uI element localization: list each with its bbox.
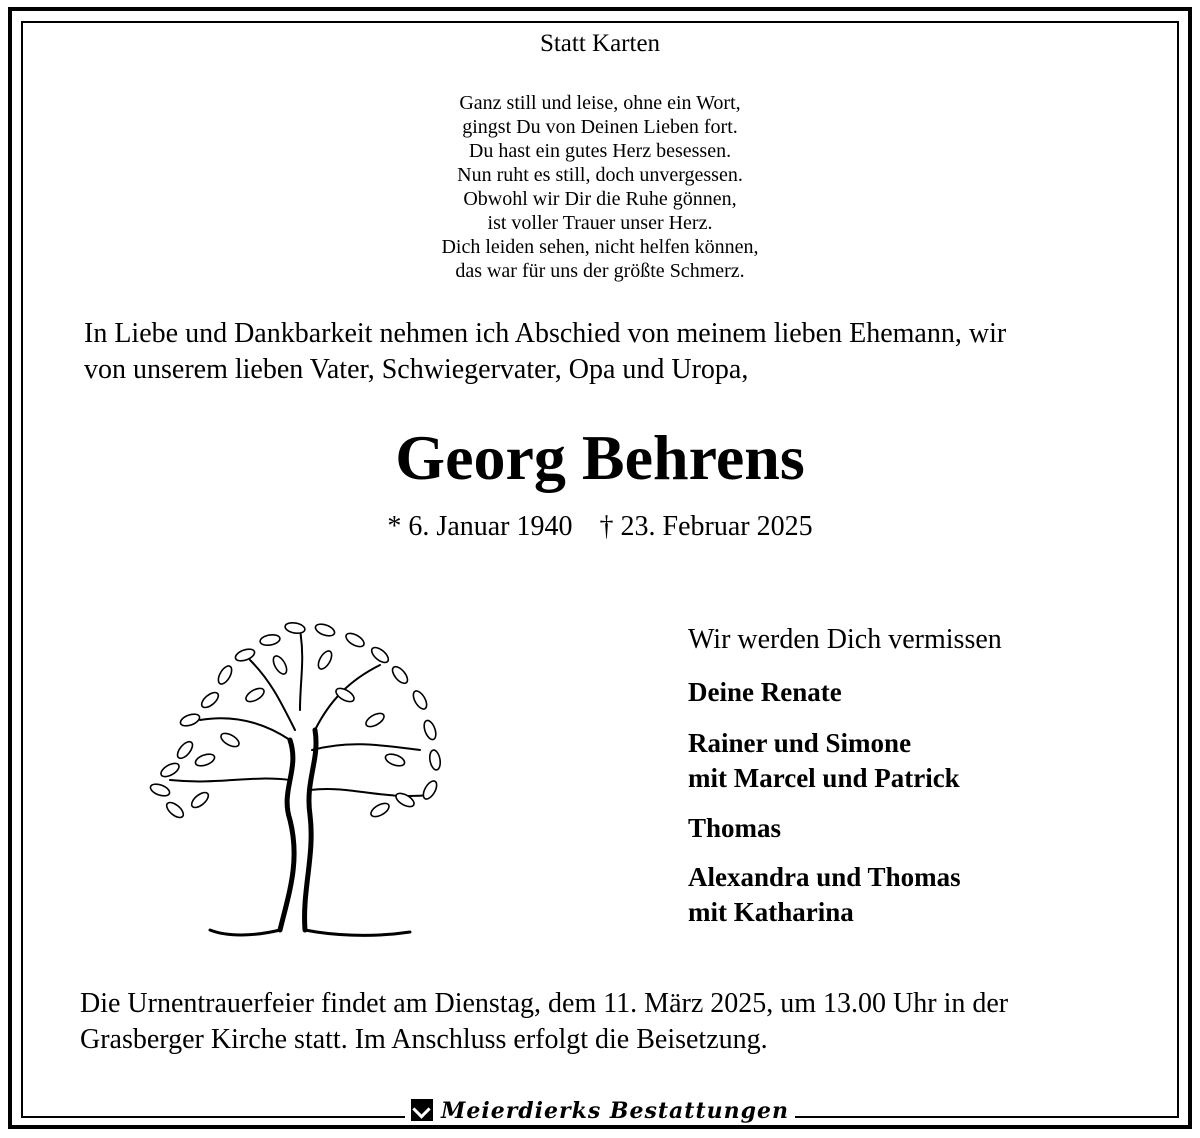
family-member: mit Marcel und Patrick [688,763,960,793]
funeral-home-logo [0,1097,1200,1127]
family-member: Thomas [688,813,782,843]
family-member: Deine Renate [688,677,842,707]
intro-text [84,316,1144,388]
family-group [688,726,960,796]
logo-text: Meierdierks Bestattungen [441,1098,789,1124]
intro-line: von unserem lieben Vater, Schwiegervater, Opa und Uropa, [84,354,749,385]
logo-mark-icon [411,1099,433,1121]
poem-line: ist voller Trauer unser Herz. [487,212,713,234]
family-member: Alexandra und Thomas [688,862,961,892]
tree-illustration [130,600,460,945]
header-statt-karten: Statt Karten [539,30,661,57]
birth-date: * 6. Januar 1940 [387,511,573,542]
family-member: mit Katharina [688,897,854,927]
poem-line: Ganz still und leise, ohne ein Wort, [459,92,741,114]
poem-line: Obwohl wir Dir die Ruhe gönnen, [463,188,737,210]
ceremony-line: Die Urnentrauerfeier findet am Dienstag, dem 11. März 2025, um 13.00 Uhr in der [80,988,1009,1019]
deceased-name: Georg Behrens [395,422,805,493]
death-date: † 23. Februar 2025 [599,511,813,542]
family-group [688,675,842,710]
family-group [688,860,961,930]
poem [0,91,1200,283]
poem-line: Du hast ein gutes Herz besessen. [468,140,732,162]
family-member: Rainer und Simone [688,728,912,758]
farewell-line: Wir werden Dich vermissen [688,624,1002,655]
poem-line: Nun ruht es still, doch unvergessen. [457,164,743,186]
life-dates [0,509,1200,545]
poem-line: Dich leiden sehen, nicht helfen können, [441,236,759,258]
ceremony-info [80,986,1160,1058]
ceremony-line: Grasberger Kirche statt. Im Anschluss erfolgt die Beisetzung. [80,1024,768,1055]
family-group [688,811,781,846]
poem-line: gingst Du von Deinen Lieben fort. [462,116,738,138]
poem-line: das war für uns der größte Schmerz. [455,260,745,282]
intro-line: In Liebe und Dankbarkeit nehmen ich Abschied von meinem lieben Ehemann, wir [84,318,1007,349]
